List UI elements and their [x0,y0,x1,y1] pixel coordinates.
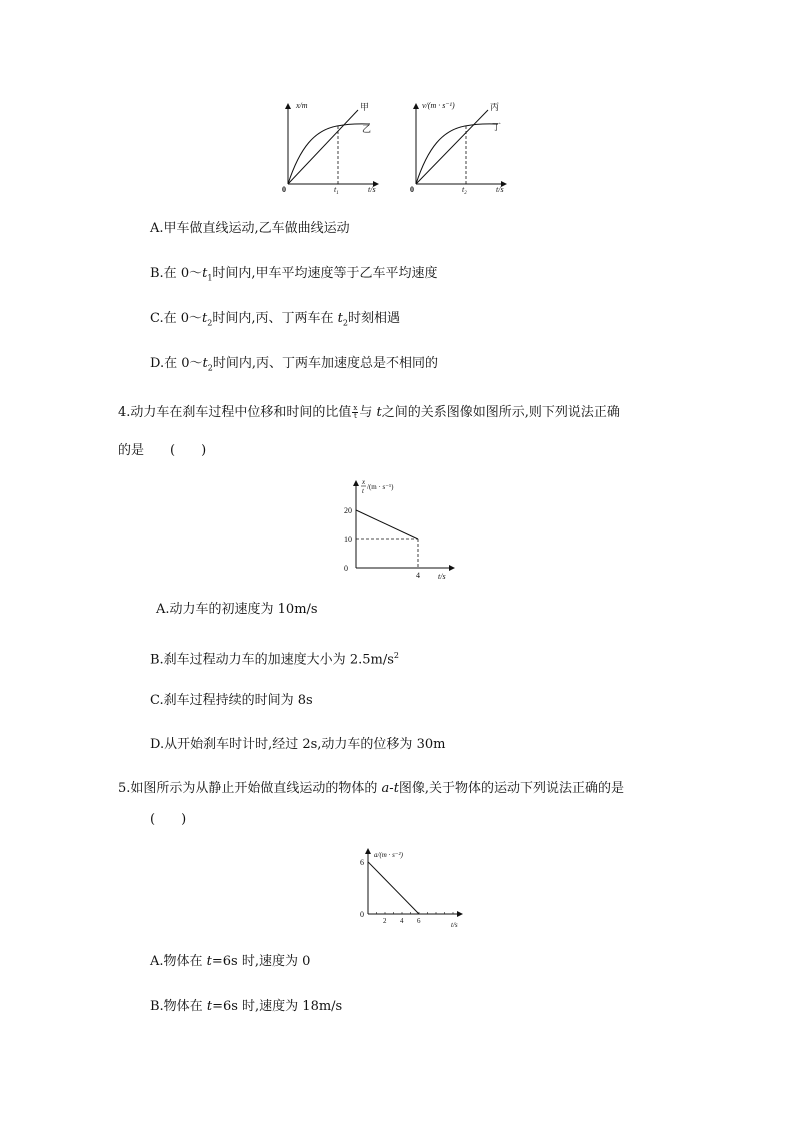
q5-option-a: A.物体在 t=6s 时,速度为 0 [150,954,311,969]
q4-option-a: A.动力车的初速度为 10m/s [156,602,318,617]
series-label-jia: 甲 [360,102,370,112]
data-line [368,862,419,914]
y-frac-num: x [362,478,366,486]
series-curve-ding [416,124,498,184]
y-axis-label: x/m [296,101,308,110]
y-frac-den: t [362,487,364,495]
x-axis-label: t/s [438,572,446,581]
q5-option-b: B.物体在 t=6s 时,速度为 18m/s [150,999,343,1014]
graph-x-t [282,101,378,196]
series-line-bing [416,110,488,184]
series-line-jia [288,110,358,184]
x-tick-label: 4 [416,571,420,580]
series-label-bing: 丙 [490,102,500,112]
x-axis-label: t/s [368,185,376,194]
t1-label: $t_1$ [334,185,339,196]
data-line [356,510,418,539]
graph-v-t [410,101,506,196]
q5-stem-line1: 5.如图所示为从静止开始做直线运动的物体的 a-t图像,关于物体的运动下列说法正确的是 [118,781,625,796]
series-label-yi: 乙 [362,124,372,134]
t2-label: $t_2$ [462,185,467,196]
q4-option-b: B.刹车过程动力车的加速度大小为 $2.5m/s^2$ [150,651,399,668]
q3-option-d: D.在 $0\sim t_2$时间内,丙、丁两车加速度总是不相同的 [150,356,438,373]
fraction-x-over-t: $\frac{x}{t}$ [353,404,358,420]
q4-option-d: D.从开始刹车时计时,经过 2s,动力车的位移为 30m [150,737,446,752]
figure-q3-graphs [270,92,530,202]
y-tick-label: 0 [360,910,364,919]
series-curve-yi [288,124,370,184]
q4-option-c: C.刹车过程持续的时间为 8s [150,693,313,708]
x-tick-label: 2 [383,917,387,925]
series-label-ding: 丁 [492,122,502,132]
q5-stem-line2: ( ) [150,812,187,827]
y-axis-label: /(m · s⁻¹) [367,483,394,491]
q3-option-c: C.在 $0\sim t_2$时间内,丙、丁两车在 $t_2$时刻相遇 [150,311,400,328]
q3-option-b: B.在 $0\sim t_1$时间内,甲车平均速度等于乙车平均速度 [150,266,438,283]
y-tick-label: 6 [360,857,364,867]
figure-q4-graph [334,475,464,587]
origin-label: 0 [282,185,286,194]
x-tick-label: 6 [417,917,421,925]
q4-stem-line1: 4.动力车在刹车过程中位移和时间的比值 $\frac{x}{t}$ 与 t之间的关系图像如图所示,则下列说法正确 [118,404,620,420]
x-axis-label: t/s [496,185,504,194]
y-axis-label: v/(m · s⁻¹) [422,101,455,110]
y-axis-label: a/(m · s⁻²) [374,851,403,859]
x-tick-label: 4 [400,917,404,925]
y-tick-label: 0 [344,564,348,573]
q4-stem-line2: 的是 ( ) [118,443,207,458]
x-axis-label: t/s [451,921,458,929]
q3-option-a: A.甲车做直线运动,乙车做曲线运动 [150,221,350,236]
y-tick-label: 10 [344,535,352,544]
origin-label: 0 [410,185,414,194]
figure-q5-graph [352,845,472,933]
y-tick-label: 20 [344,506,352,515]
